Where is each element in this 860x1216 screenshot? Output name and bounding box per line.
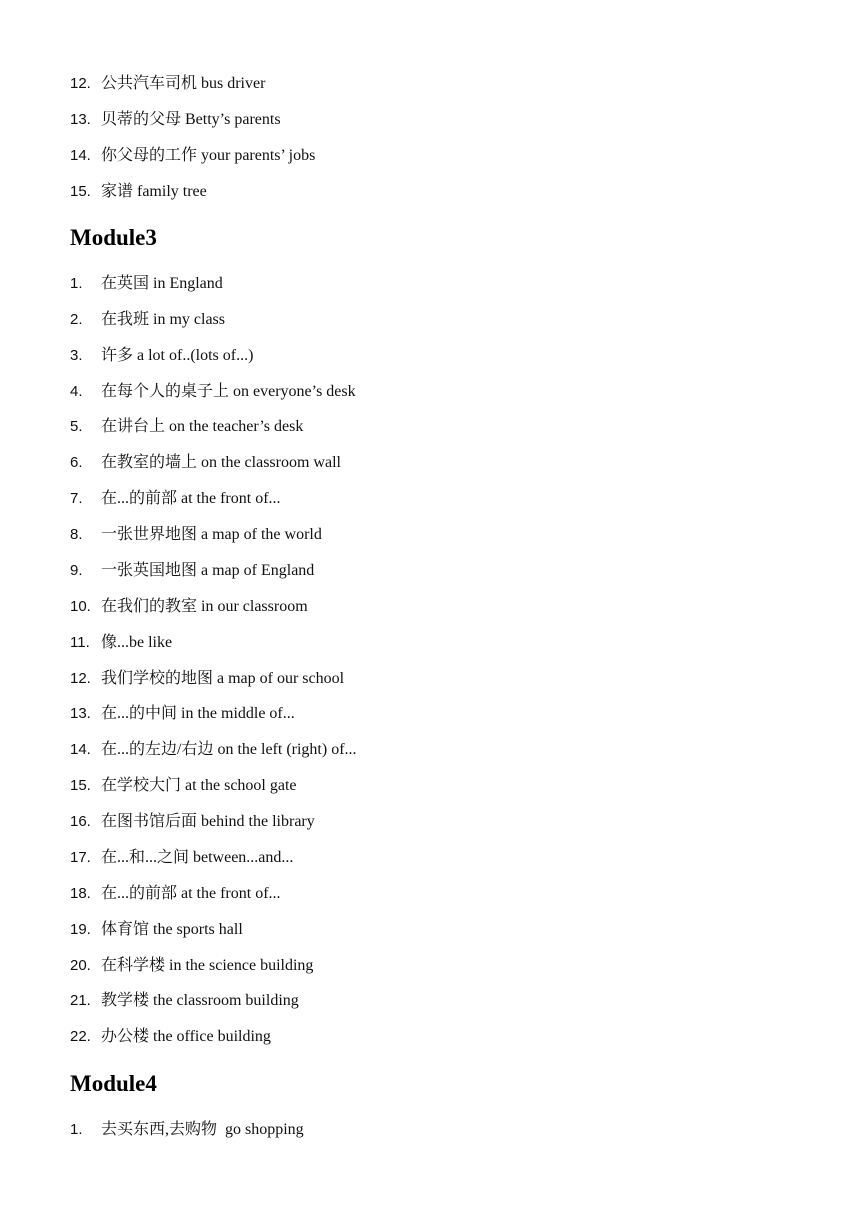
list-item [70,632,172,654]
list-item [70,668,344,690]
item-text: 一张世界地图 a map of the world [101,526,322,543]
item-number: 11. [70,634,90,651]
item-text: 在...的前部 at the front of... [101,885,281,902]
item-number: 15. [70,183,91,200]
item-text: 我们学校的地图 a map of our school [101,670,345,687]
item-text: 在教室的墙上 on the classroom wall [101,454,341,471]
item-number: 4. [70,383,83,400]
item-number: 8. [70,526,83,543]
item-number: 13. [70,705,91,722]
item-text: 在学校大门 at the school gate [101,777,297,794]
list-item [70,524,322,546]
item-number: 6. [70,454,83,471]
list-item [70,73,265,95]
item-text: 在...和...之间 between...and... [101,849,294,866]
list-item [70,109,281,131]
item-number: 9. [70,562,83,579]
item-number: 5. [70,418,83,435]
item-number: 2. [70,311,83,328]
list-item [70,181,207,203]
item-number: 12. [70,75,91,92]
list-item [70,273,223,295]
list-item [70,1026,271,1048]
item-text: 一张英国地图 a map of England [101,562,315,579]
item-number: 19. [70,921,91,938]
item-number: 14. [70,741,91,758]
item-number: 18. [70,885,91,902]
item-text: 在...的前部 at the front of... [101,490,281,507]
item-number: 20. [70,957,91,974]
item-text: 在每个人的桌子上 on everyone’s desk [101,383,356,400]
list-item [70,381,356,403]
list-item [70,452,341,474]
list-item [70,883,281,905]
item-text: 在讲台上 on the teacher’s desk [101,418,304,435]
list-item [70,811,315,833]
item-text: 教学楼 the classroom building [101,992,299,1009]
item-number: 17. [70,849,91,866]
list-item [70,309,225,331]
section-heading-module4: Module4 [70,1071,157,1096]
list-item [70,488,281,510]
item-text: 在科学楼 in the science building [101,957,314,974]
item-number: 1. [70,1121,83,1138]
item-number: 13. [70,111,91,128]
list-item [70,739,357,761]
item-text: 办公楼 the office building [101,1028,271,1045]
list-item [70,145,315,167]
list-item [70,703,295,725]
item-number: 10. [70,598,91,615]
list-item [70,990,299,1012]
list-item [70,847,293,869]
list-item [70,596,308,618]
list-item [70,955,313,977]
item-text: 在...的左边/右边 on the left (right) of... [101,741,357,758]
item-text: 家谱 family tree [101,183,207,200]
item-number: 21. [70,992,91,1009]
item-text: 在我们的教室 in our classroom [101,598,308,615]
item-number: 16. [70,813,91,830]
list-item [70,416,303,438]
item-number: 15. [70,777,91,794]
item-number: 12. [70,670,91,687]
list-item [70,560,314,582]
list-item [70,919,243,941]
section-heading-module3: Module3 [70,225,157,250]
item-text: 你父母的工作 your parents’ jobs [101,147,316,164]
item-text: 像...be like [101,634,173,651]
item-number: 14. [70,147,91,164]
list-item [70,345,253,367]
item-text: 在英国 in England [101,275,223,292]
item-text: 去买东西,去购物 go shopping [101,1121,304,1138]
item-text: 在我班 in my class [101,311,225,328]
list-item [70,775,297,797]
item-text: 贝蒂的父母 Betty’s parents [101,111,281,128]
item-text: 公共汽车司机 bus driver [101,75,266,92]
list-item [70,1119,304,1141]
item-number: 7. [70,490,83,507]
item-number: 22. [70,1028,91,1045]
item-text: 在...的中间 in the middle of... [101,705,295,722]
item-text: 体育馆 the sports hall [101,921,243,938]
item-text: 许多 a lot of..(lots of...) [101,347,254,364]
item-text: 在图书馆后面 behind the library [101,813,315,830]
item-number: 3. [70,347,83,364]
item-number: 1. [70,275,83,292]
